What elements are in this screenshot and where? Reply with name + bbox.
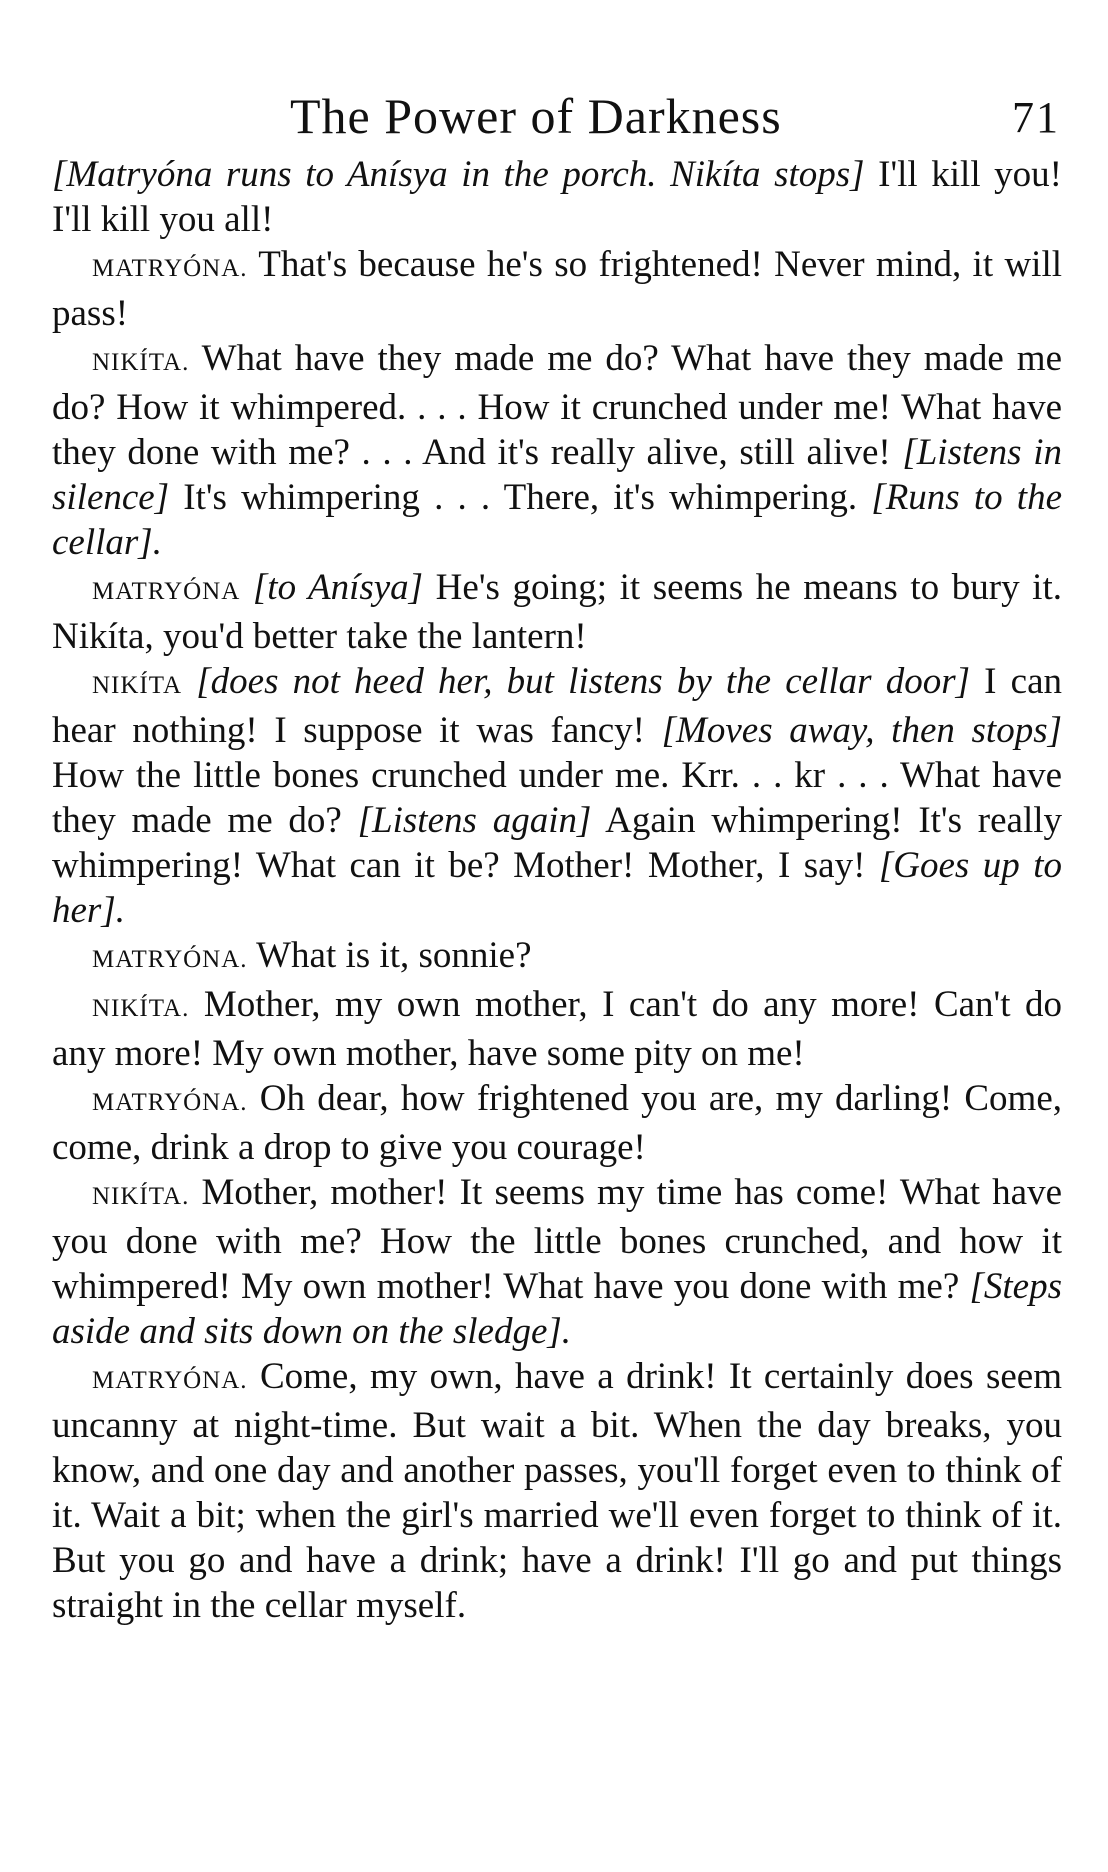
dialogue-text: I can hear nothing! I suppose it was fancy! [52, 661, 1062, 751]
stage-direction: [does not heed her, but listens by the cellar door] [182, 661, 971, 702]
speaker-name: NIKÍTA. [92, 995, 190, 1022]
dialogue-text: It's whimpering . . . There, it's whimpering. [169, 477, 872, 518]
speaker-name: MATRYÓNA. [92, 1089, 248, 1116]
dialogue-text: He's going; it seems he means to bury it. Nikíta, you'd better take the lantern! [52, 567, 1062, 657]
paragraph-9 [52, 1170, 1062, 1354]
dialogue-text: Oh dear, how frightened you are, my darling! Come, come, drink a drop to give you courage! [52, 1078, 1062, 1168]
speaker-name: NIKÍTA. [92, 349, 190, 376]
dialogue-text: How the little bones crunched under me. Krr. . . kr . . . What have they made me do? [52, 755, 1062, 841]
paragraph-1 [52, 152, 1062, 242]
paragraph-2 [52, 242, 1062, 336]
dialogue-text: What have they made me do? What have they made me do? How it whimpered. . . . How it crunched under me! What have they done with me? . . . And it's really alive, still alive! [52, 338, 1062, 473]
paragraph-5 [52, 659, 1062, 933]
stage-direction: [Listens again] [357, 800, 592, 841]
paragraph-6 [52, 933, 1062, 982]
speaker-name: MATRYÓNA. [92, 255, 248, 282]
stage-direction: [Steps aside and sits down on the sledge]. [52, 1266, 1062, 1352]
paragraph-8 [52, 1076, 1062, 1170]
stage-direction: [Goes up to her]. [52, 845, 1062, 931]
speaker-name: MATRYÓNA. [92, 946, 248, 973]
stage-direction: [Listens in silence] [52, 432, 1062, 518]
stage-direction: [Moves away, then stops] [661, 710, 1063, 751]
stage-direction: [to Anísya] [240, 567, 424, 608]
stage-direction: [Matryóna runs to Anísya in the porch. Nikíta stops] [52, 154, 865, 195]
play-text [52, 152, 1062, 1628]
dialogue-text: What is it, sonnie? [247, 935, 532, 976]
speaker-name: MATRYÓNA [92, 578, 241, 605]
dialogue-text: Mother, mother! It seems my time has come! What have you done with me? How the little bones crunched, and how it whimpered! My own mother! What have you done with me? [52, 1172, 1062, 1307]
paragraph-10 [52, 1354, 1062, 1628]
dialogue-text: That's because he's so frightened! Never mind, it will pass! [52, 244, 1062, 334]
page-number: 71 [1012, 93, 1060, 142]
speaker-name: NIKÍTA. [92, 1183, 190, 1210]
dialogue-text: Come, my own, have a drink! It certainly does seem uncanny at night-time. But wait a bit. When the day breaks, you know, and one day and another passes, you'll forget even to think of it. Wait a bit; when the girl's married we'll even forget to think of it. But you go and have a drink; have a drink! I'll go and put things straight in the cellar myself. [52, 1356, 1062, 1626]
speaker-name: NIKÍTA [92, 672, 183, 699]
speaker-name: MATRYÓNA. [92, 1367, 248, 1394]
paragraph-7 [52, 982, 1062, 1076]
dialogue-text: Again whimpering! It's really whimpering! What can it be? Mother! Mother, I say! [52, 800, 1063, 886]
running-title: The Power of Darkness [290, 88, 782, 144]
page-header [60, 86, 1060, 156]
dialogue-text: I'll kill you! I'll kill you all! [52, 154, 1062, 240]
dialogue-text: Mother, my own mother, I can't do any more! Can't do any more! My own mother, have some pity on me! [52, 984, 1062, 1074]
paragraph-4 [52, 565, 1062, 659]
stage-direction: [Runs to the cellar]. [52, 477, 1062, 563]
paragraph-3 [52, 336, 1062, 565]
